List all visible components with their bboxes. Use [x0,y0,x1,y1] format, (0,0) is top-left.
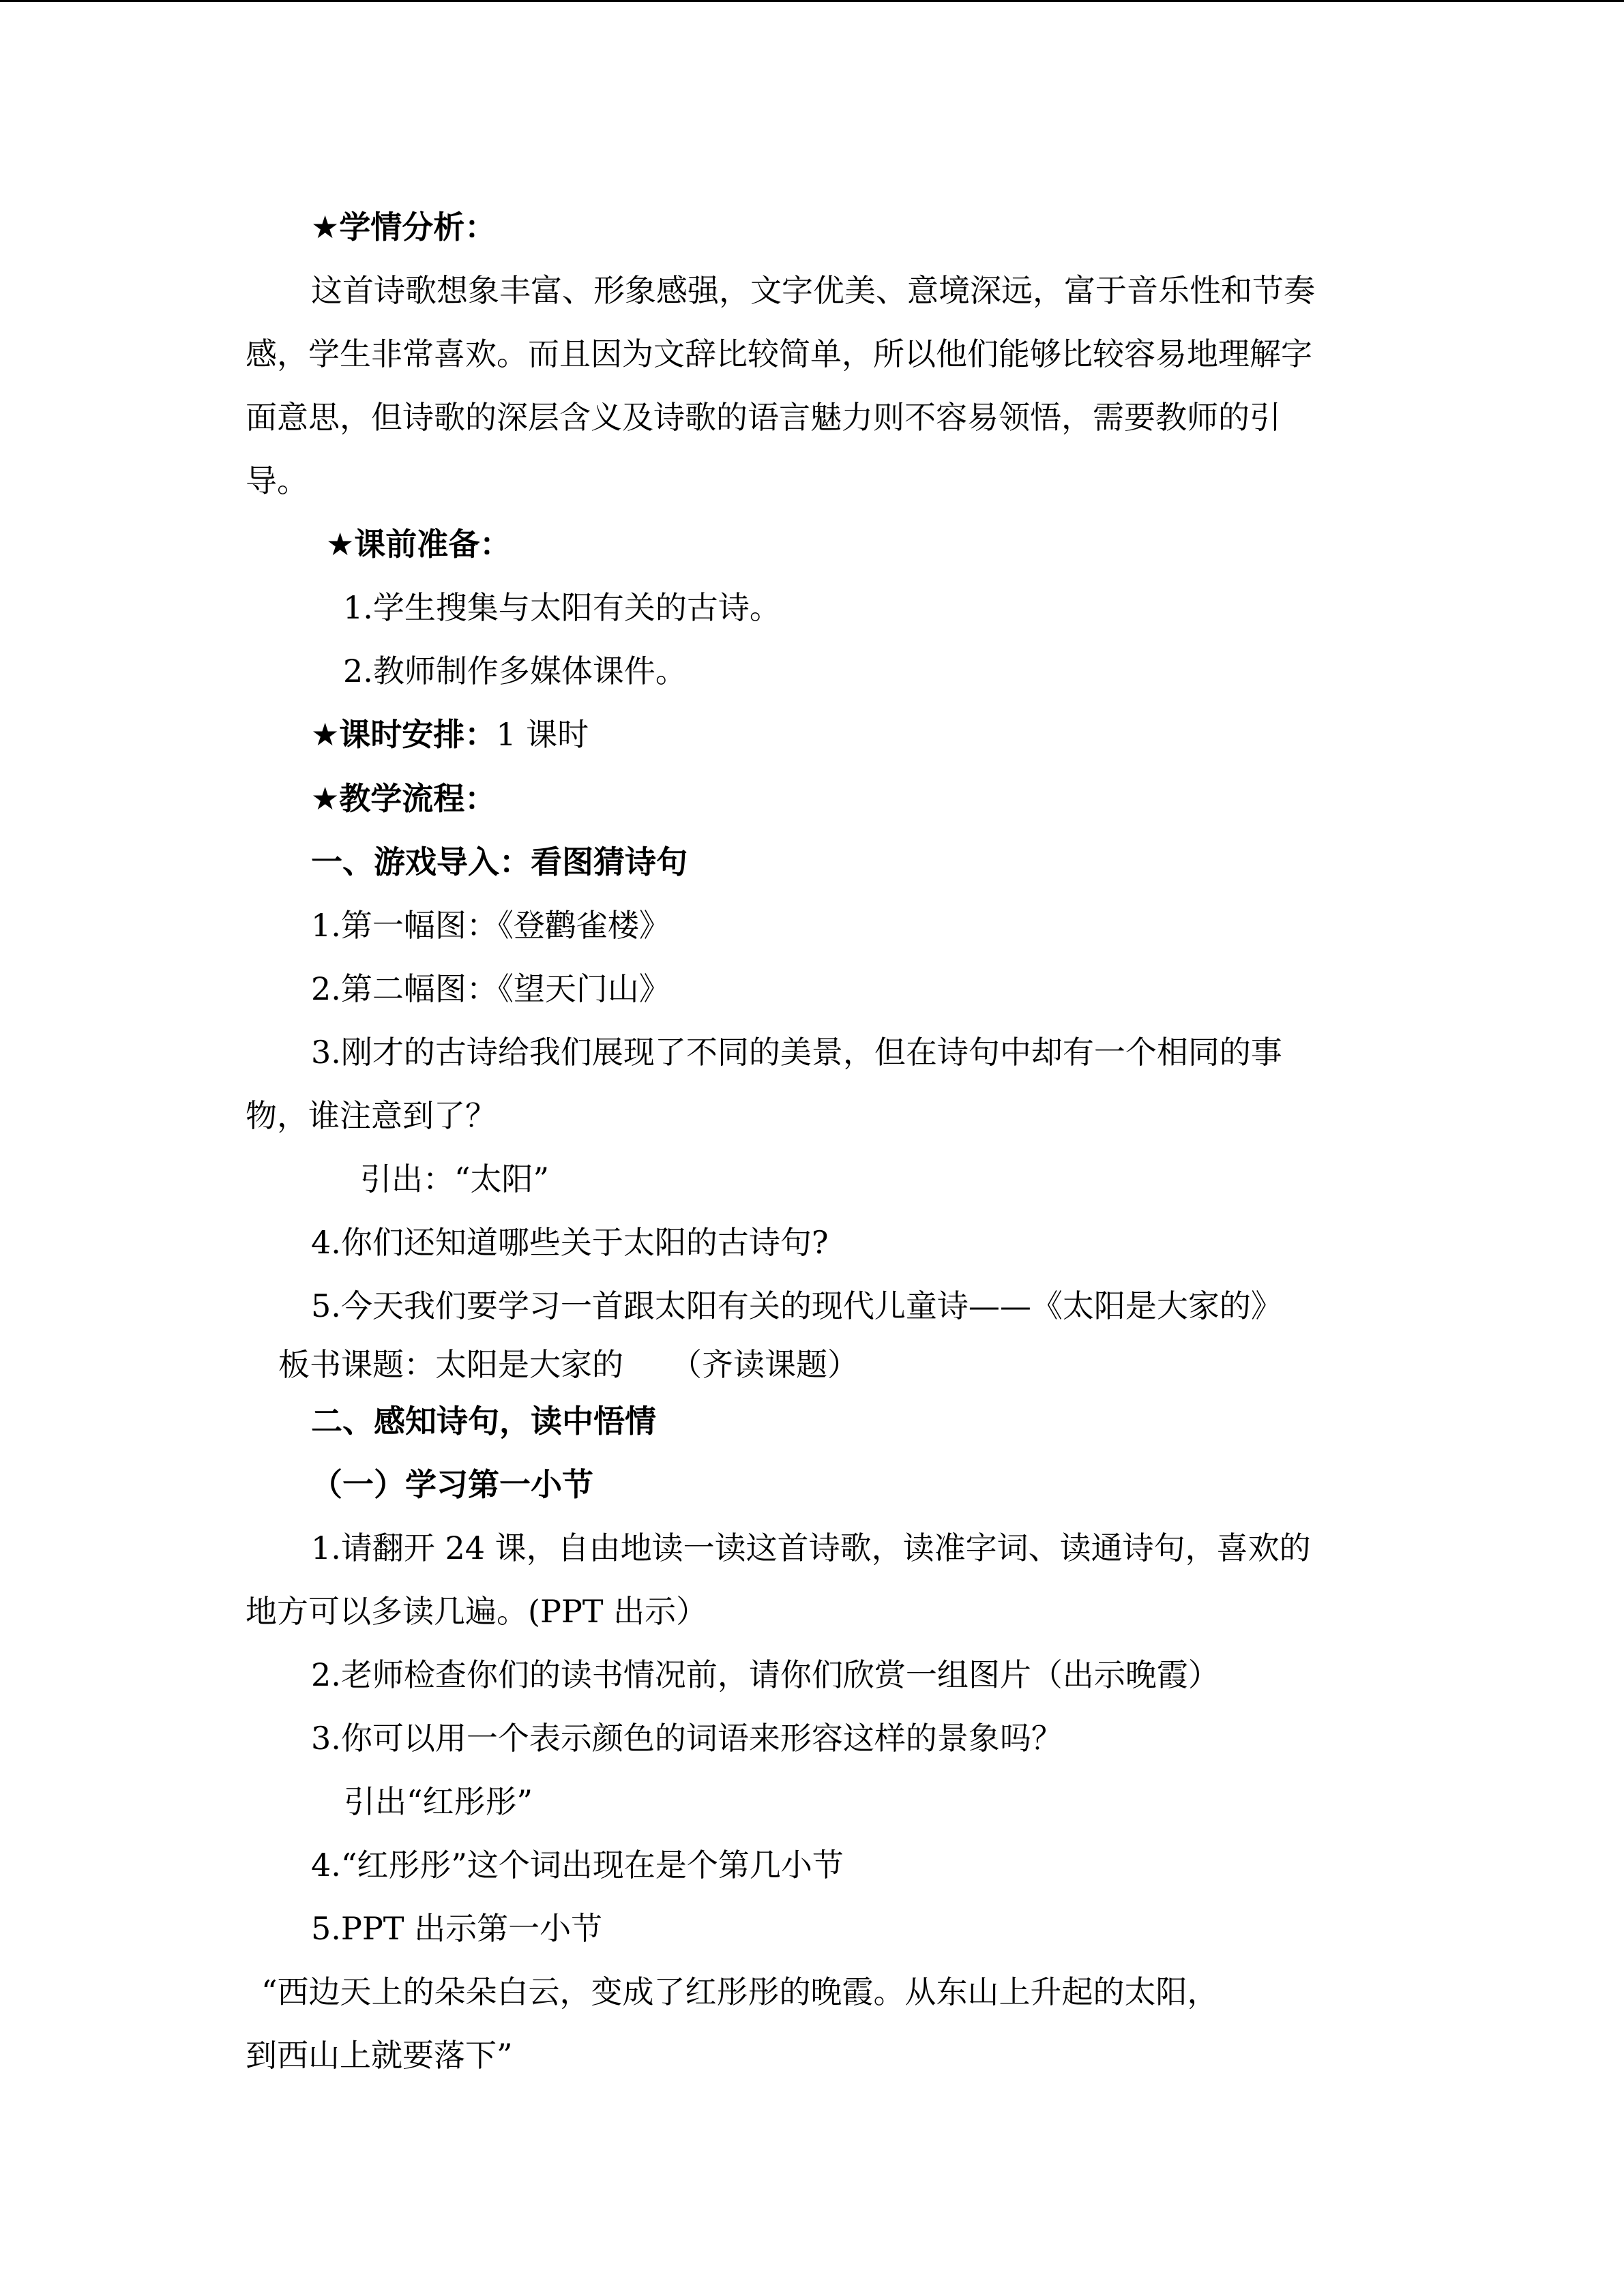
list-item: 2.老师检查你们的读书情况前，请你们欣赏一组图片（出示晚霞） [311,1656,1220,1693]
heading-student-analysis: ★学情分析： [311,209,497,245]
heading-teaching-process: ★教学流程： [311,780,497,817]
schedule-line [311,714,589,755]
list-item: 3.刚才的古诗给我们展现了不同的美景，但在诗句中却有一个相同的事 [311,1034,1282,1071]
quote-line: “西边天上的朵朵白云，变成了红彤彤的晚霞。从东山上升起的太阳， [261,1973,1219,2010]
list-item: 5.今天我们要学习一首跟太阳有关的现代儿童诗——《太阳是大家的》 [311,1287,1282,1324]
list-item: 1.学生搜集与太阳有关的古诗。 [343,589,781,626]
heading-preparation: ★课前准备： [326,526,512,563]
paragraph-line: 这首诗歌想象丰富、形象感强，文字优美、意境深远，富于音乐性和节奏 [311,272,1315,309]
paragraph-line: 物，谁注意到了？ [246,1097,497,1134]
paragraph-line: 导。 [246,462,308,499]
paragraph-line: 地方可以多读几遍。(PPT 出示） [246,1593,708,1630]
list-item: 2.教师制作多媒体课件。 [343,653,687,689]
list-item: 1.第一幅图：《登鹳雀楼》 [311,907,670,944]
board-title-line: 板书课题：太阳是大家的 （齐读课题） [278,1346,859,1383]
list-item: 4.你们还知道哪些关于太阳的古诗句? [311,1224,829,1261]
paragraph-line: 面意思，但诗歌的深层含义及诗歌的语言魅力则不容易领悟，需要教师的引 [246,399,1281,436]
heading-schedule: ★课时安排： [311,716,497,753]
list-item: 4.“红彤彤”这个词出现在是个第几小节 [311,1847,844,1883]
section-heading-perceive: 二、感知诗句，读中悟情 [311,1403,656,1440]
subsection-heading-first: （一）学习第一小节 [311,1466,593,1503]
paragraph-line: 感，学生非常喜欢。而且因为文辞比较简单，所以他们能够比较容易地理解字 [246,336,1312,372]
list-item: 5.PPT 出示第一小节 [311,1910,603,1947]
quote-line: 到西山上就要落下” [246,2037,513,2074]
list-item: 2.第二幅图：《望天门山》 [311,970,670,1007]
list-item: 1.请翻开 24 课，自由地读一读这首诗歌，读准字词、读通诗句，喜欢的 [311,1530,1311,1566]
schedule-value: 1 课时 [496,716,589,753]
paragraph-line: 引出“红彤彤” [344,1783,533,1820]
paragraph-line: 引出：“太阳” [360,1161,550,1197]
list-item: 3.你可以用一个表示颜色的词语来形容这样的景象吗？ [311,1720,1063,1757]
section-heading-game-intro: 一、游戏导入：看图猜诗句 [311,844,688,880]
